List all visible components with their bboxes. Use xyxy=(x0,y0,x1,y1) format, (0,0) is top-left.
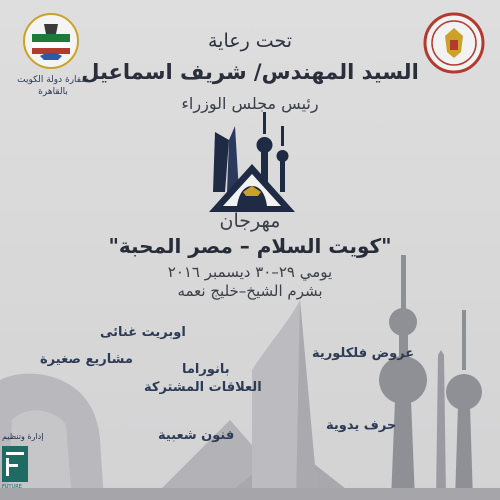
festival-logo xyxy=(205,112,300,217)
activity-panorama: بانوراما xyxy=(182,362,230,377)
sponsor-name: السيد المهندس/ شريف اسماعيل xyxy=(81,60,419,84)
organizer-label: إدارة وتنظيم xyxy=(2,432,44,441)
activity-small-projects: مشاريع صغيرة xyxy=(40,352,133,367)
activity-panorama-relations: العلاقات المشتركة xyxy=(144,380,262,395)
embassy-caption: سفارة دولة الكويت بالقاهرة xyxy=(17,75,89,97)
organizer-logo-text: FUTURE xyxy=(2,484,22,490)
sponsor-role: رئيس مجلس الوزراء xyxy=(181,94,319,113)
festival-name: "كويت السلام – مصر المحبة" xyxy=(108,234,392,258)
festival-venue: بشرم الشيخ–خليج نعمه xyxy=(177,282,323,300)
sponsorship-title: تحت رعاية xyxy=(207,30,293,52)
activity-operetta: اوبريت غنائى xyxy=(100,325,186,340)
activity-folklore-shows: عروض فلكلورية xyxy=(312,346,415,361)
festival-dates: يومي ٢٩–٣٠ ديسمبر ٢٠١٦ xyxy=(167,263,333,281)
organizer-logo xyxy=(2,442,28,482)
activity-handicrafts: حرف يدوية xyxy=(326,418,397,433)
festival-label: مهرجان xyxy=(219,210,281,232)
activity-folk-arts: فنون شعبية xyxy=(158,428,235,443)
